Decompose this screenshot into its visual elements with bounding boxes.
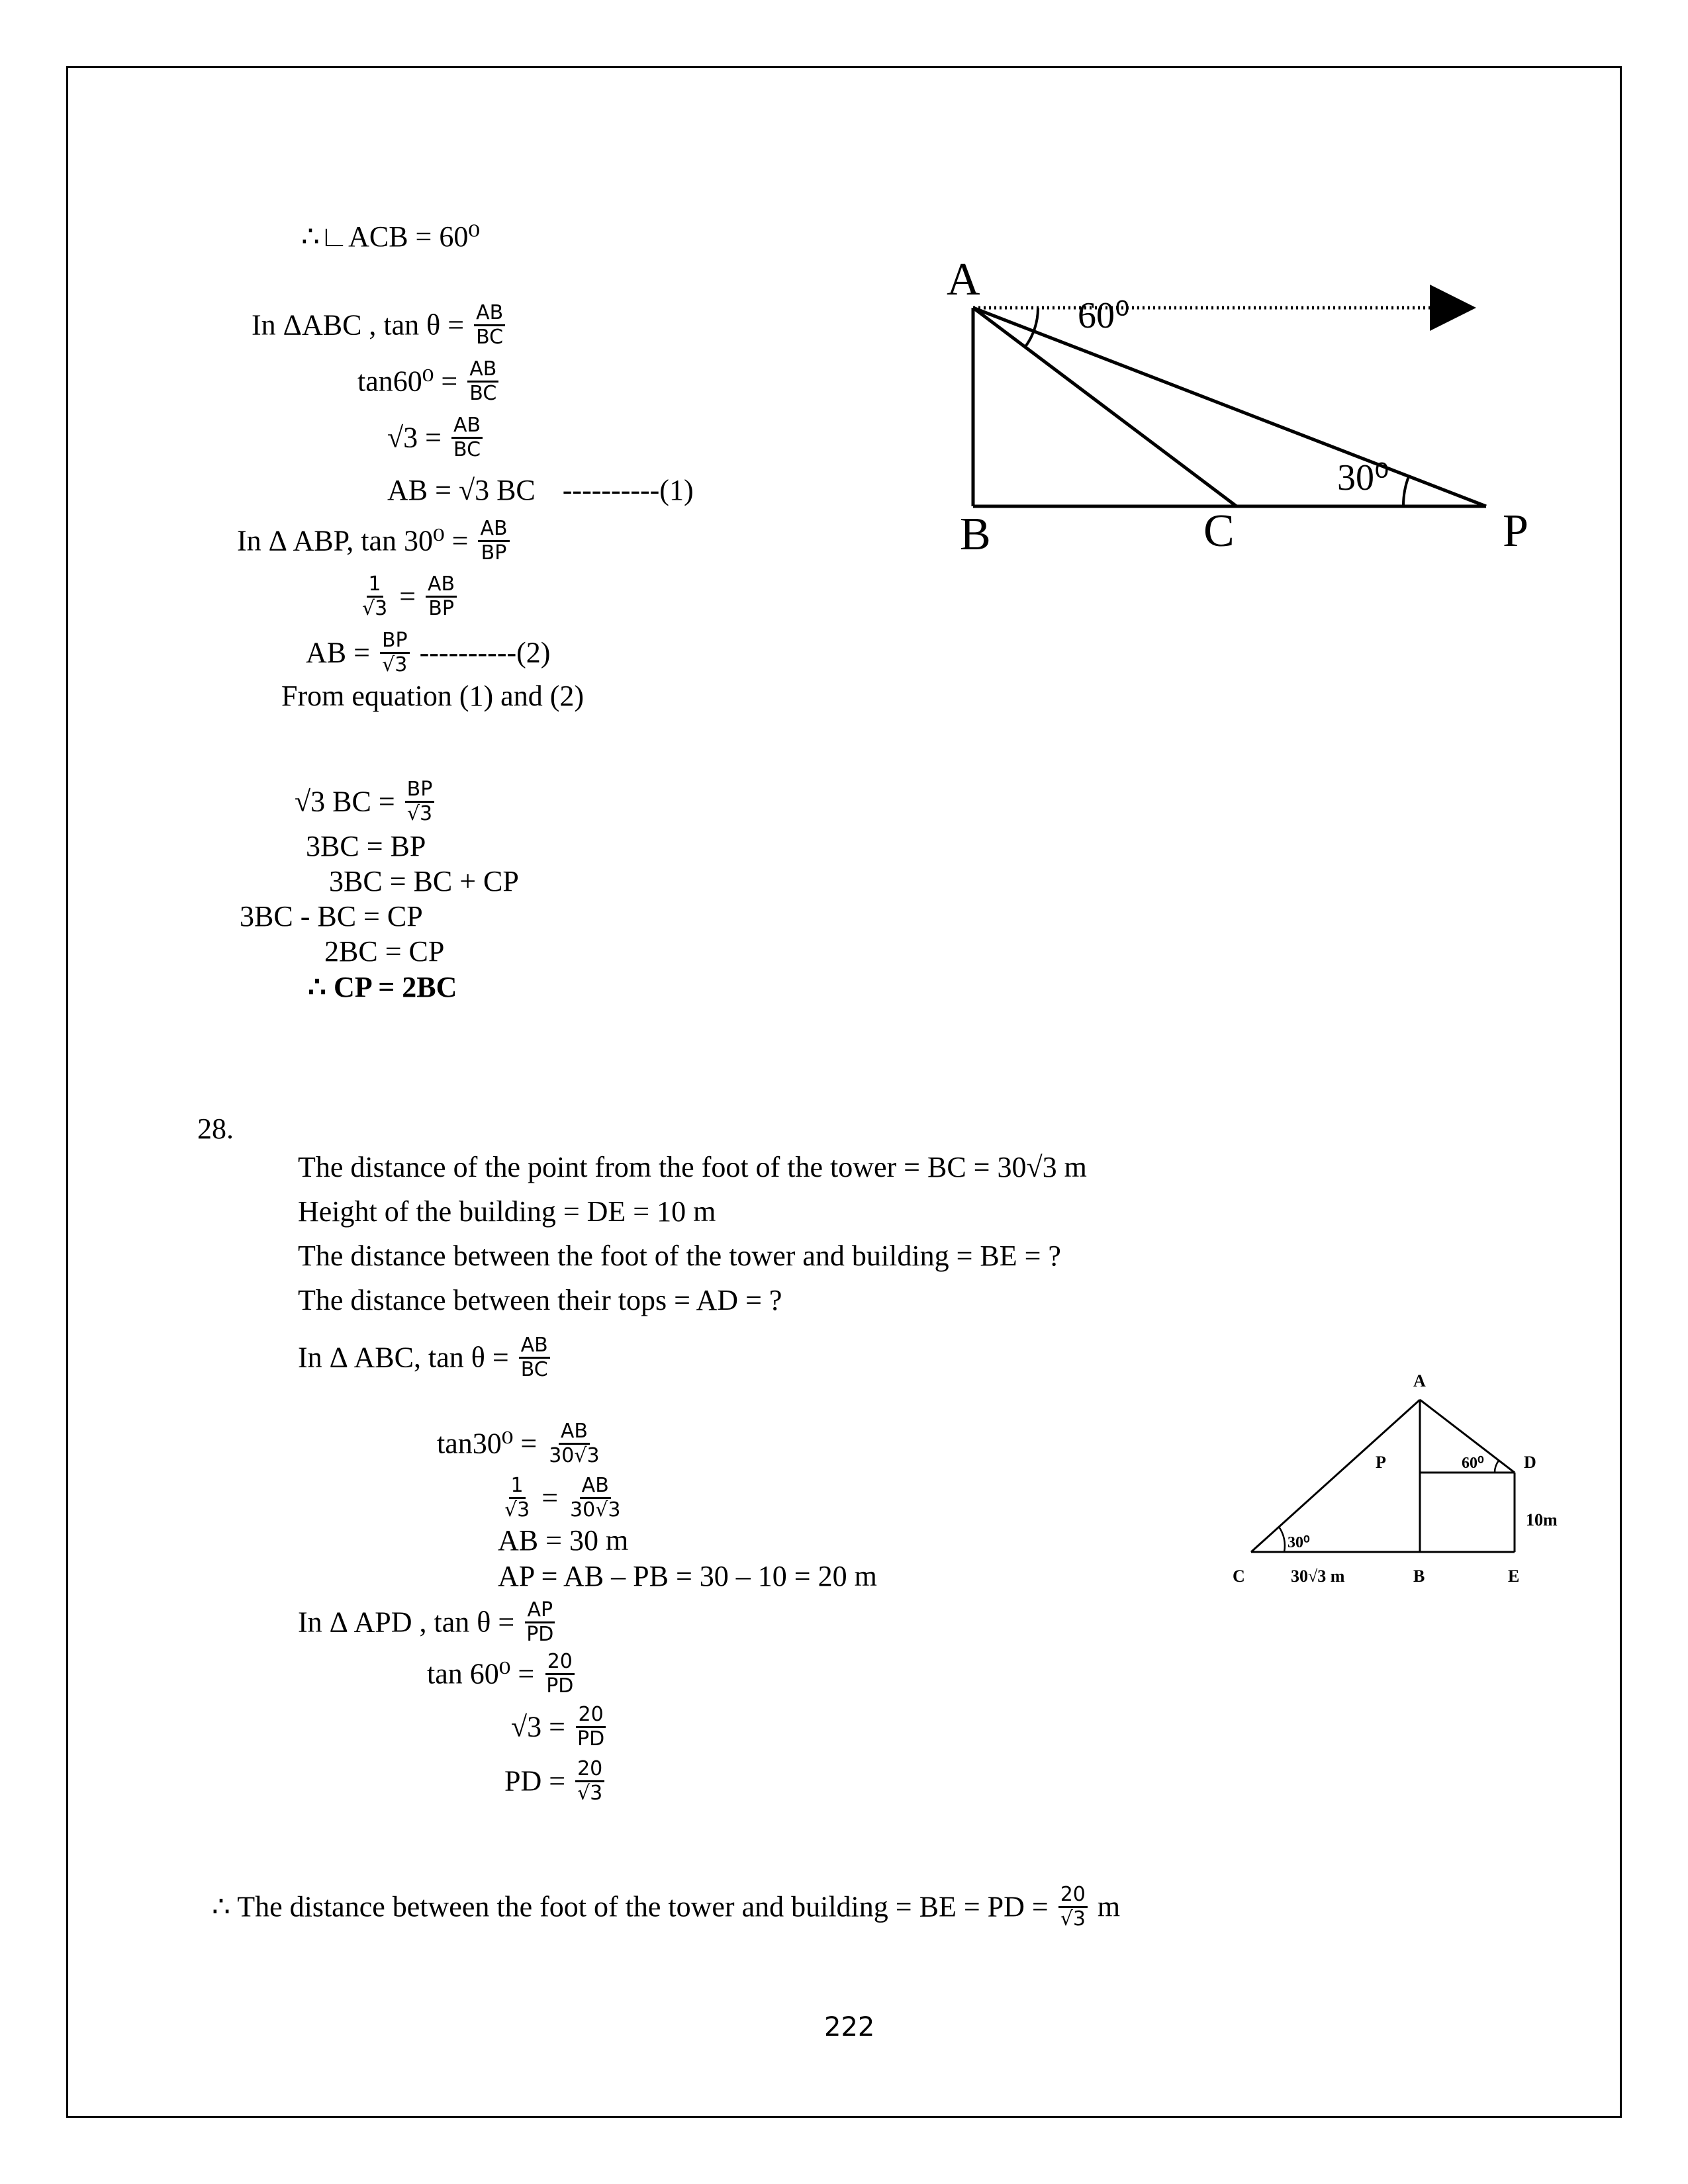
- find-ad: The distance between their tops = AD = ?: [298, 1284, 782, 1316]
- numerator: AB: [451, 414, 483, 439]
- expression: AB = √3 BC: [387, 474, 536, 506]
- label-e: E: [1508, 1567, 1520, 1586]
- label-b: B: [960, 509, 991, 560]
- figure-2-diagram: [1218, 1357, 1575, 1595]
- label-base: 30√3 m: [1291, 1567, 1345, 1586]
- label-b: B: [1413, 1567, 1425, 1586]
- page-number: 222: [824, 2012, 875, 2042]
- step-line-4: 2BC = CP: [324, 935, 445, 968]
- numerator: AB: [474, 302, 505, 326]
- equation-tag: ----------(1): [562, 474, 694, 506]
- label-angle-60: 60⁰: [1078, 295, 1130, 336]
- figure-1-diagram: [927, 251, 1556, 569]
- find-be: The distance between the foot of the tower and building = BE = ?: [298, 1240, 1061, 1272]
- fraction-20-pd: [575, 1704, 606, 1751]
- label-c: C: [1203, 506, 1235, 557]
- line-ac: [973, 308, 1237, 506]
- angle-arc-30: [1403, 477, 1409, 506]
- fraction-bp-rt3: [380, 629, 410, 676]
- tan30-abp-line: [237, 517, 512, 567]
- label-a: A: [1413, 1371, 1426, 1390]
- fraction-ab-bp: [478, 518, 509, 565]
- label: In Δ APD , tan θ =: [298, 1606, 515, 1639]
- q28-ap-20: AP = AB – PB = 30 – 10 = 20 m: [498, 1560, 877, 1592]
- denominator: BC: [469, 382, 497, 405]
- numerator: 1: [367, 573, 383, 598]
- conclusion-cp-2bc: ∴ CP = 2BC: [308, 971, 457, 1003]
- numerator: BP: [380, 629, 410, 654]
- label: tan 60⁰ =: [427, 1657, 535, 1690]
- denominator: PD: [577, 1727, 605, 1751]
- sqrt3: √3: [511, 1710, 542, 1743]
- label-angle-60: 60⁰: [1462, 1455, 1484, 1472]
- q28-conclusion: [212, 1883, 1121, 1933]
- equals: =: [541, 1481, 559, 1514]
- numerator: AB: [580, 1475, 611, 1499]
- equals: =: [549, 1710, 565, 1743]
- denominator: √3: [362, 597, 388, 620]
- fraction-1-rt3: [502, 1475, 532, 1522]
- denominator: BC: [476, 326, 504, 349]
- numerator: 20: [545, 1651, 575, 1675]
- denominator: PD: [546, 1674, 574, 1698]
- step-line-3: 3BC - BC = CP: [240, 900, 423, 933]
- label: √3 BC =: [295, 785, 395, 818]
- numerator: 20: [575, 1758, 604, 1782]
- from-equations-line: From equation (1) and (2): [281, 680, 584, 712]
- q28-tan60-line: [427, 1650, 578, 1700]
- angle-acb-line: ∴∟ACB = 60⁰: [301, 220, 480, 253]
- equals: =: [425, 421, 442, 454]
- denominator: BP: [428, 597, 454, 620]
- denominator: √3: [577, 1782, 603, 1805]
- q28-ab-30: AB = 30 m: [498, 1524, 629, 1557]
- sqrt3bc-line: [295, 778, 437, 828]
- label-height-10m: 10m: [1526, 1510, 1558, 1529]
- label-angle-30: 30⁰: [1337, 457, 1389, 498]
- numerator: AB: [467, 358, 498, 383]
- angle-arc-60: [1495, 1461, 1499, 1473]
- equation-tag: ----------(2): [419, 636, 551, 669]
- numerator: AB: [519, 1334, 550, 1359]
- numerator: 20: [576, 1704, 605, 1728]
- denominator: BC: [453, 438, 481, 461]
- fraction-ab-bc: [474, 302, 505, 349]
- label: ∴ The distance between the foot of the tower and building = BE = PD =: [212, 1890, 1049, 1923]
- denominator: √3: [382, 653, 408, 676]
- label: tan30⁰ =: [437, 1427, 538, 1460]
- numerator: AP: [525, 1599, 555, 1623]
- numerator: 1: [509, 1475, 526, 1499]
- fraction-ap-pd: [524, 1599, 555, 1646]
- q28-one-over-rt3-line: [500, 1474, 625, 1524]
- numerator: AB: [478, 518, 509, 542]
- fraction-ab-bc: [519, 1334, 550, 1381]
- numerator: AB: [426, 573, 457, 598]
- label: In Δ ABP, tan 30⁰ =: [237, 524, 469, 557]
- sqrt3: √3: [387, 421, 418, 454]
- denominator: 30√3: [549, 1444, 600, 1467]
- label-c: C: [1233, 1567, 1245, 1586]
- q28-tan-theta-apd: [298, 1598, 558, 1649]
- fraction-20-pd: [544, 1651, 575, 1698]
- denominator: BC: [520, 1358, 548, 1381]
- fraction-ab-bp: [426, 573, 457, 620]
- fraction-20-rt3: [575, 1758, 604, 1805]
- equation-2-line: [306, 629, 551, 679]
- q28-tan30-line: [437, 1420, 604, 1470]
- line-ap: [973, 308, 1486, 506]
- denominator: √3: [406, 802, 433, 825]
- step-line-1: 3BC = BP: [306, 830, 426, 862]
- label-p: P: [1376, 1453, 1386, 1472]
- label-p: P: [1503, 506, 1528, 557]
- denominator: BP: [481, 541, 507, 565]
- one-over-rt3-line: [357, 572, 459, 623]
- label: In ΔABC , tan θ =: [252, 308, 465, 341]
- sqrt3-line: [387, 414, 485, 464]
- equals: =: [399, 580, 416, 613]
- fraction-ab-30rt3: [568, 1475, 622, 1522]
- unit: m: [1097, 1890, 1121, 1923]
- fraction-20-rt3: [1058, 1884, 1088, 1931]
- denominator: PD: [526, 1623, 554, 1646]
- label: tan60⁰ =: [357, 365, 458, 398]
- q28-tan-theta-abc: [298, 1334, 553, 1384]
- fraction-ab-30rt3: [547, 1420, 601, 1467]
- numerator: AB: [559, 1420, 590, 1445]
- equation-1-line: [387, 473, 694, 508]
- fraction-ab-bc: [451, 414, 483, 461]
- label-d: D: [1524, 1453, 1536, 1472]
- label: In Δ ABC, tan θ =: [298, 1341, 509, 1374]
- fraction-ab-bc: [467, 358, 498, 405]
- denominator: √3: [504, 1498, 530, 1522]
- denominator: 30√3: [570, 1498, 621, 1522]
- step-line-2: 3BC = BC + CP: [329, 865, 519, 897]
- tan-theta-abc-line: [252, 301, 508, 351]
- q28-sqrt3-line: [511, 1703, 609, 1753]
- numerator: 20: [1058, 1884, 1088, 1908]
- label: PD =: [504, 1764, 566, 1797]
- q28-pd-line: [504, 1757, 607, 1807]
- angle-arc-30: [1279, 1527, 1285, 1552]
- numerator: BP: [405, 778, 435, 803]
- tan60-line: [357, 357, 501, 408]
- question-number: 28.: [197, 1113, 234, 1145]
- label-angle-30: 30⁰: [1288, 1534, 1310, 1551]
- line-ca: [1251, 1400, 1420, 1552]
- fraction-bp-rt3: [405, 778, 435, 825]
- given-de: Height of the building = DE = 10 m: [298, 1195, 716, 1228]
- label: AB =: [306, 636, 370, 669]
- label-a: A: [947, 254, 980, 305]
- fraction-1-rt3: [360, 573, 389, 620]
- given-bc: The distance of the point from the foot of the tower = BC = 30√3 m: [298, 1151, 1087, 1183]
- denominator: √3: [1060, 1907, 1086, 1931]
